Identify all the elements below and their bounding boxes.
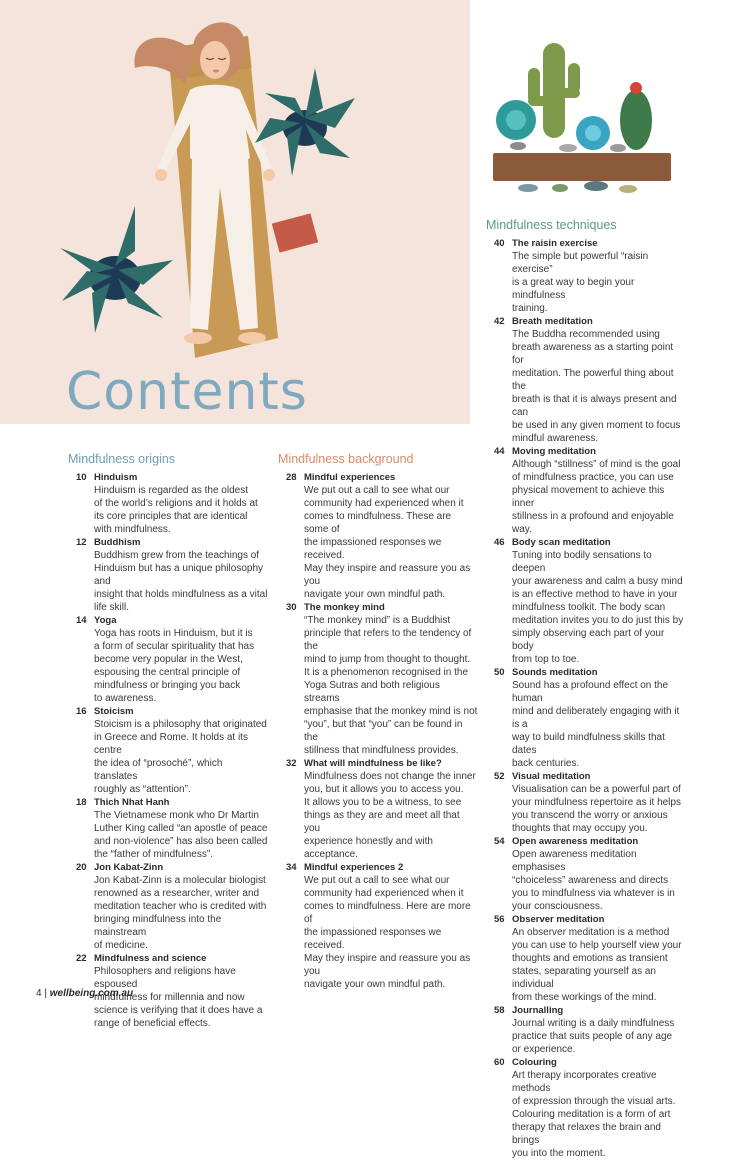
page-number: 14: [76, 615, 87, 626]
toc-entry[interactable]: [486, 445, 686, 536]
page-number: 58: [494, 1005, 505, 1016]
page-number: 12: [76, 537, 87, 548]
entry-description: Although “stillness” of mind is the goal of mindfulness practice, you can use physical movement to achieve this inner stillness in a profound and enjoyable way.: [512, 459, 681, 535]
toc-entry[interactable]: [68, 614, 268, 705]
entry-description: We put out a call to see what our community had experienced when it comes to mindfulness. These are some of the impassioned responses we received. May they inspire and reassure you as you navigate your own mindful path.: [304, 485, 471, 600]
page-number: 60: [494, 1057, 505, 1068]
page-number: 54: [494, 836, 505, 847]
toc-entry[interactable]: [486, 913, 686, 1004]
entry-description: Stoicism is a philosophy that originated in Greece and Rome. It holds at its centre the idea of “prosoché”, which translates roughly as “attention”.: [94, 719, 267, 795]
entry-title: Observer meditation: [512, 914, 605, 925]
entry-title: Moving meditation: [512, 446, 596, 457]
section-title: Mindfulness origins: [68, 452, 175, 466]
entry-description: Art therapy incorporates creative methods of expression through the visual arts. Colouring meditation is a form of art therapy that relaxes the brain and brings you into the moment.: [512, 1070, 676, 1159]
page-number: 50: [494, 667, 505, 678]
entry-description: Journal writing is a daily mindfulness practice that suits people of any age or experience.: [512, 1018, 675, 1055]
toc-list: [486, 237, 686, 1160]
toc-entry[interactable]: [68, 796, 268, 861]
toc-entry[interactable]: [486, 770, 686, 835]
entry-title: The raisin exercise: [512, 238, 598, 249]
entry-description: The Buddha recommended using breath awareness as a starting point for meditation. The powerful thing about the breath is that it is always present and can be used in any given moment to focus mindful awareness.: [512, 329, 681, 444]
toc-entry[interactable]: [486, 237, 686, 315]
toc-entry[interactable]: [278, 471, 478, 601]
section-title: Mindfulness background: [278, 452, 414, 466]
toc-entry[interactable]: [68, 471, 268, 536]
page-number: 52: [494, 771, 505, 782]
entry-title: Journalling: [512, 1005, 564, 1016]
page-number: 30: [286, 602, 297, 613]
toc-list: [278, 471, 478, 991]
entry-description: Open awareness meditation emphasises “choiceless” awareness and directs you to mindfulness via whatever is in your consciousness.: [512, 849, 675, 912]
page-number: 28: [286, 472, 297, 483]
entry-description: Jon Kabat-Zinn is a molecular biologist renowned as a researcher, writer and meditation teacher who is credited with bringing mindfulness into the mainstream of medicine.: [94, 875, 267, 951]
footer-page-number: 4: [36, 988, 42, 999]
entry-title: The monkey mind: [304, 602, 385, 613]
entry-description: The simple but powerful “raisin exercise” is a great way to begin your mindfulness training.: [512, 251, 649, 314]
section-title: Mindfulness techniques: [486, 218, 617, 232]
entry-description: An observer meditation is a method you can use to help yourself view your thoughts and emotions as transient states, separating yourself as an individual from these workings of the mind.: [512, 927, 682, 1003]
page-number: 22: [76, 953, 87, 964]
section-mindfulness-techniques: [486, 218, 686, 1160]
entry-description: Buddhism grew from the teachings of Hinduism but has a unique philosophy and insight that holds mindfulness as a vital life skill.: [94, 550, 268, 613]
entry-title: Mindful experiences: [304, 472, 396, 483]
page-number: 44: [494, 446, 505, 457]
entry-description: Mindfulness does not change the inner you, but it allows you to access you. It allows you to be a witness, to see things as they are and meet all that you experience honestly and with acceptance.: [304, 771, 476, 860]
meditating-woman-illustration: [40, 8, 420, 388]
page-number: 40: [494, 238, 505, 249]
toc-entry[interactable]: [68, 536, 268, 614]
page-number: 18: [76, 797, 87, 808]
page-number: 20: [76, 862, 87, 873]
toc-list: [68, 471, 268, 1030]
entry-description: Hinduism is regarded as the oldest of the world’s religions and it holds at its core principles that are identical with mindfulness.: [94, 485, 258, 535]
page-number: 34: [286, 862, 297, 873]
entry-title: Sounds meditation: [512, 667, 598, 678]
footer-separator: |: [44, 988, 47, 999]
toc-entry[interactable]: [68, 705, 268, 796]
entry-title: What will mindfulness be like?: [304, 758, 442, 769]
page-number: 10: [76, 472, 87, 483]
toc-entry[interactable]: [68, 861, 268, 952]
toc-entry[interactable]: [486, 315, 686, 445]
page-number: 16: [76, 706, 87, 717]
footer-site-link[interactable]: wellbeing.com.au: [49, 988, 134, 999]
entry-title: Visual meditation: [512, 771, 591, 782]
entry-description: Visualisation can be a powerful part of your mindfulness repertoire as it helps you transcend the worry or anxious thoughts that may occupy you.: [512, 784, 681, 834]
page-number: 46: [494, 537, 505, 548]
page-title: Contents: [66, 362, 308, 422]
entry-description: The Vietnamese monk who Dr Martin Luther King called “an apostle of peace and non-violence” has also been called the “father of mindfulness”.: [94, 810, 268, 860]
entry-title: Jon Kabat-Zinn: [94, 862, 164, 873]
toc-entry[interactable]: [278, 601, 478, 757]
entry-title: Buddhism: [94, 537, 141, 548]
toc-entry[interactable]: [486, 536, 686, 666]
entry-title: Yoga: [94, 615, 117, 626]
section-mindfulness-origins: [68, 452, 268, 1030]
entry-description: Philosophers and religions have espoused mindfulness for millennia and now science is verifying that it does have a range of beneficial effects.: [94, 966, 263, 1029]
entry-title: Mindfulness and science: [94, 953, 207, 964]
page-number: 56: [494, 914, 505, 925]
entry-description: Sound has a profound effect on the human mind and deliberately engaging with it is a way to build mindfulness skills that dates back centuries.: [512, 680, 680, 769]
entry-description: “The monkey mind” is a Buddhist principle that refers to the tendency of the mind to jump from thought to thought. It is a phenomenon recognised in the Yoga Sutras and both religious streams emphasise that the monkey mind is not “you”, but that “you” can be found in the stillness that mindfulness provides.: [304, 615, 478, 756]
entry-title: Mindful experiences 2: [304, 862, 404, 873]
entry-title: Colouring: [512, 1057, 557, 1068]
toc-entry[interactable]: [486, 835, 686, 913]
toc-entry[interactable]: [486, 1056, 686, 1160]
entry-title: Breath meditation: [512, 316, 593, 327]
toc-entry[interactable]: [278, 757, 478, 861]
entry-title: Open awareness meditation: [512, 836, 639, 847]
page-footer: [36, 988, 133, 999]
cactus-planter-illustration: [488, 28, 678, 198]
entry-title: Stoicism: [94, 706, 134, 717]
entry-title: Thich Nhat Hanh: [94, 797, 170, 808]
entry-description: We put out a call to see what our community had experienced when it comes to mindfulness. Here are more of the impassioned responses we received. May they inspire and reassure you as you navigate your own mindful path.: [304, 875, 471, 990]
entry-description: Yoga has roots in Hinduism, but it is a form of secular spirituality that has become very popular in the West, espousing the central principle of mindfulness or bringing you back to awareness.: [94, 628, 255, 704]
toc-entry[interactable]: [486, 1004, 686, 1056]
toc-entry[interactable]: [486, 666, 686, 770]
entry-title: Body scan meditation: [512, 537, 611, 548]
page-number: 32: [286, 758, 297, 769]
page-number: 42: [494, 316, 505, 327]
entry-description: Tuning into bodily sensations to deepen your awareness and calm a busy mind is an effective method to have in your mindfulness toolkit. The body scan meditation invites you to do just this by simply observing each part of your body from top to toe.: [512, 550, 684, 665]
section-mindfulness-background: [278, 452, 478, 991]
toc-entry[interactable]: [278, 861, 478, 991]
entry-title: Hinduism: [94, 472, 138, 483]
